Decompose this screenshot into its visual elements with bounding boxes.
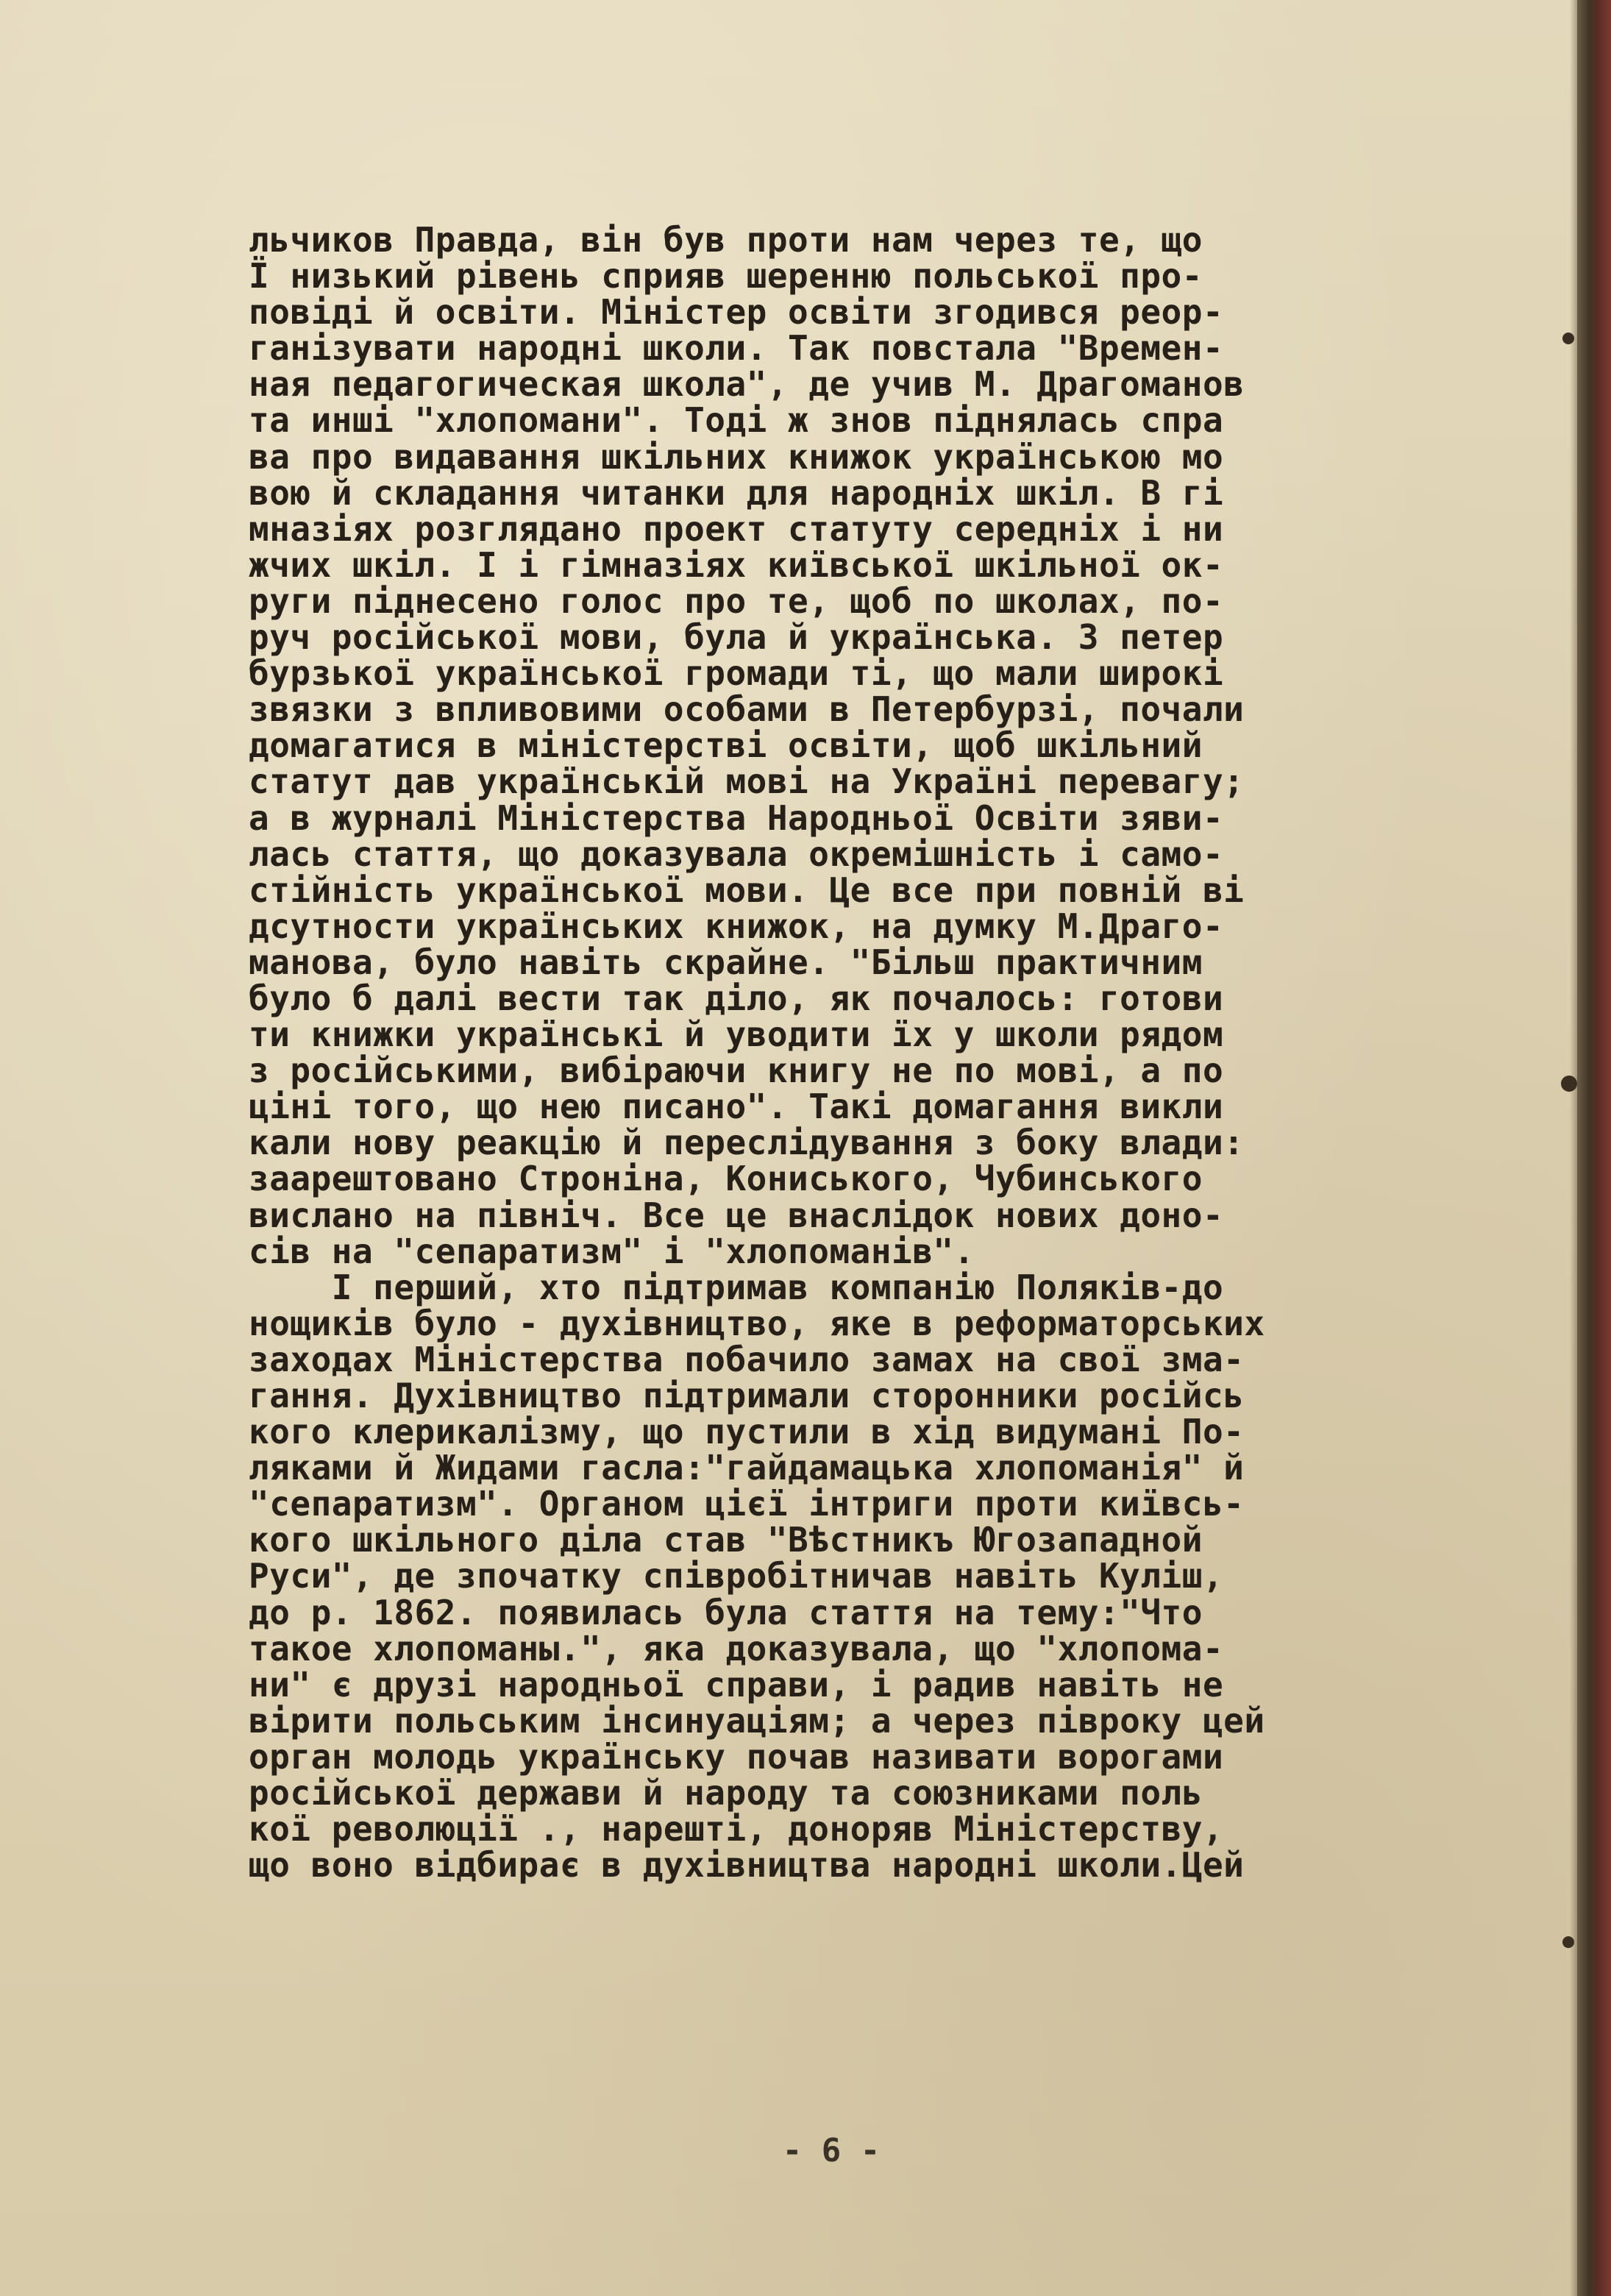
text-line: сів на "сепаратизм" і "хлопоманів".	[249, 1231, 975, 1271]
text-line: та инші "хлопомани". Тоді ж знов піднялась спра	[249, 400, 1224, 441]
text-line: І перший, хто підтримав компанію Поляків-до	[249, 1267, 1224, 1307]
text-line: було б далі вести так діло, як почалось: готови	[249, 978, 1224, 1018]
text-line: вою й складання читанки для народніх шкіл. В гі	[249, 472, 1224, 513]
text-line: з російськими, вибіраючи книгу не по мові, а по	[249, 1051, 1224, 1091]
text-line: лась стаття, що доказувала окремішність і само-	[249, 834, 1224, 874]
binding-shadow	[1570, 0, 1577, 2296]
text-line: мназіях розглядано проект статуту середніх і ни	[249, 508, 1224, 549]
binding-hole	[1561, 1076, 1577, 1092]
text-line: ганізувати народні школи. Так повстала "Времен-	[249, 328, 1224, 369]
text-line: ціні того, що нею писано". Такі домагання викли	[249, 1087, 1224, 1127]
text-line: кого шкільного діла став "Вѣстникъ Югозападной	[249, 1520, 1203, 1560]
text-line: гання. Духівництво підтримали сторонники російсь	[249, 1376, 1245, 1415]
text-line: а в журналі Міністерства Народньої Освіти зяви-	[249, 797, 1224, 838]
typewritten-text	[249, 220, 1426, 1886]
binding-hole	[1562, 1936, 1574, 1948]
text-line: орган молодь українську почав називати ворогами	[249, 1736, 1224, 1777]
text-line: кого клерикалізму, що пустили в хід видумані По-	[249, 1412, 1245, 1452]
text-line: манова, було навіть скрайне. "Більш практичним	[249, 942, 1203, 982]
text-line: російської держави й народу та союзниками поль	[249, 1773, 1203, 1813]
text-line: ная педагогическая школа", де учив М. Драгоманов	[249, 364, 1245, 405]
text-line: Руси", де зпочатку співробітничав навіть Куліш,	[249, 1556, 1224, 1596]
text-line: бурзької української громади ті, що мали широкі	[249, 653, 1224, 694]
text-line: заходах Міністерства побачило замах на свої зма-	[249, 1339, 1245, 1379]
text-line: звязки з впливовими особами в Петербурзі, почали	[249, 689, 1245, 730]
text-line: ва про видавання шкільних книжок українською мо	[249, 436, 1224, 477]
text-line: до р. 1862. появилась була стаття на тему:"Что	[249, 1592, 1203, 1632]
text-line: льчиков Правда, він був проти нам через те, що	[249, 220, 1203, 260]
text-line: повіді й освіти. Міністер освіти згодився реор-	[249, 292, 1224, 333]
binding-hole	[1562, 333, 1574, 344]
text-line: статут дав українській мові на Україні перевагу;	[249, 761, 1245, 802]
text-line: ти книжки українські й уводити їх у школи рядом	[249, 1014, 1224, 1055]
book-binding	[1577, 0, 1611, 2296]
text-line: такое хлопоманы.", яка доказувала, що "хлопома-	[249, 1628, 1224, 1668]
text-line: домагатися в міністерстві освіти, щоб шкільний	[249, 725, 1203, 766]
text-line: "сепаратизм". Органом цієї інтриги проти київсь-	[249, 1484, 1245, 1524]
text-line: дсутности українських книжок, на думку М.Драго-	[249, 906, 1224, 946]
text-line: вислано на північ. Все це внаслідок нових доно-	[249, 1195, 1224, 1235]
text-line: стійність української мови. Це все при повній ві	[249, 870, 1245, 910]
text-line: ни" є друзі народньої справи, і радив навіть не	[249, 1664, 1224, 1705]
text-line: кали нову реакцію й переслідування з боку влади:	[249, 1123, 1245, 1163]
text-line: жчих шкіл. І і гімназіях київської шкільної ок-	[249, 544, 1224, 585]
text-line: вірити польським інсинуаціям; а через півроку цей	[249, 1700, 1265, 1741]
text-line: нощиків було - духівництво, яке в реформаторських	[249, 1303, 1265, 1343]
text-line: Ї низький рівень сприяв шеренню польської про-	[249, 256, 1203, 296]
text-line: руч російської мови, була й українська. З петер	[249, 617, 1224, 658]
page-number: - 6 -	[782, 2132, 881, 2169]
text-line: руги піднесено голос про те, щоб по школах, по-	[249, 580, 1224, 621]
text-line: що воно відбирає в духівництва народні школи.Цей	[249, 1845, 1245, 1886]
text-line: заарештовано Строніна, Кониського, Чубинського	[249, 1159, 1203, 1199]
text-line: ляками й Жидами гасла:"гайдамацька хлопоманія" й	[249, 1448, 1245, 1488]
text-line: кої революції ., нарешті, доноряв Міністерству,	[249, 1809, 1224, 1849]
